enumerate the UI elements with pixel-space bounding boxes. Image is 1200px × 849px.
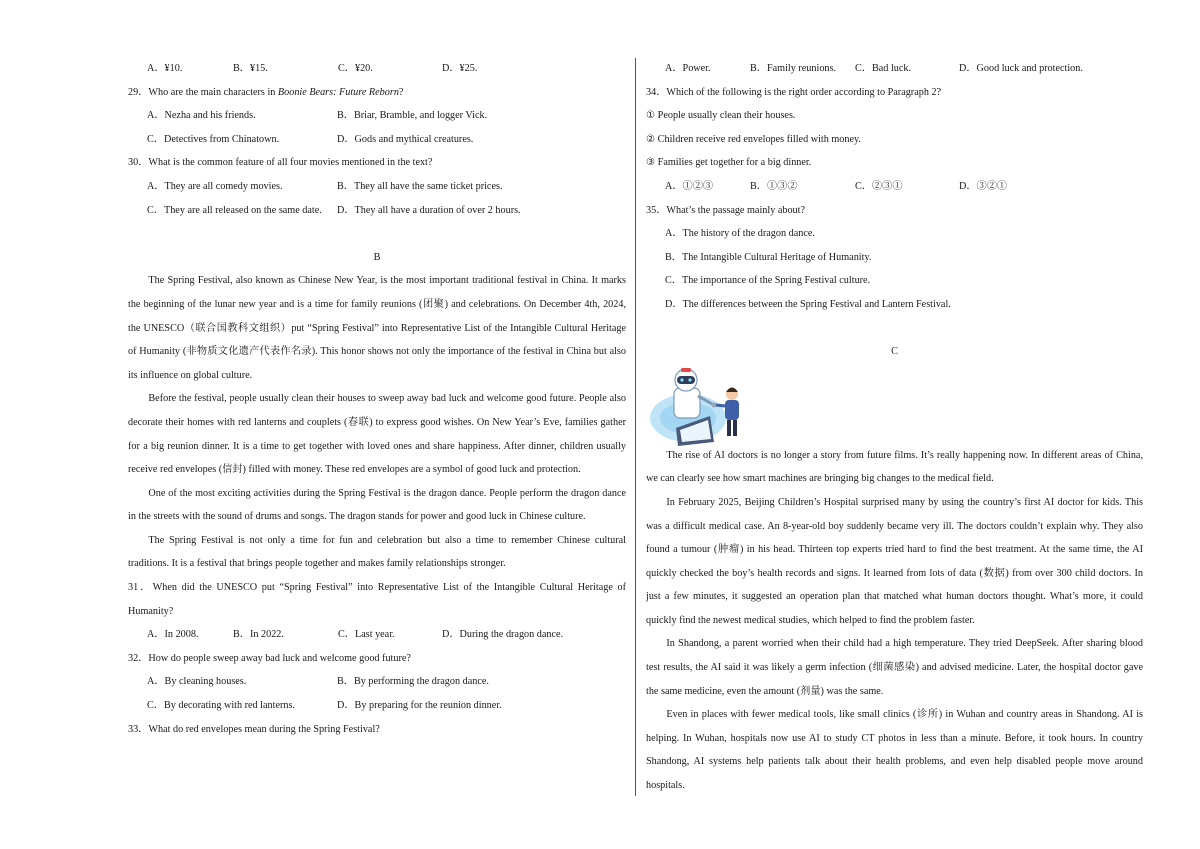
q35-option-a: A．The history of the dragon dance. [665,228,815,240]
q32-options-row2 [128,694,626,718]
movie-title: Boonie Bears: Future Reborn [277,86,399,98]
right-column [646,57,1143,798]
section-b-heading: B [373,251,381,263]
question-30: 30．What is the common feature of all four movies mentioned in the text? [128,157,433,169]
option-c: C．By decorating with red lanterns. [147,700,295,712]
option-b: B．They all have the same ticket prices. [337,180,503,192]
passage-b-paragraph-3: One of the most exciting activities during the Spring Festival is the dragon dance. People perform the dragon dance in the streets with the sound of drums and songs. The dragon stands for power and good luck in Chinese culture. [128,487,626,523]
option-a: A．In 2008. [147,629,199,641]
left-column [128,57,626,741]
option-c: C．Last year. [338,629,395,641]
option-d: D．Good luck and protection. [959,63,1083,74]
q28-options [128,57,626,81]
q34-options [646,175,1143,199]
option-a: A．Nezha and his friends. [147,110,256,122]
question-34: 34．Which of the following is the right order according to Paragraph 2? [646,86,942,98]
q34-item-1: ① People usually clean their houses. [646,110,796,122]
question-35: 35．What’s the passage mainly about? [646,204,805,216]
option-b: B．Family reunions. [750,63,837,74]
q29-options-row1 [128,104,626,128]
option-c: C．¥20. [338,63,373,74]
q35-option-c: C．The importance of the Spring Festival culture. [665,275,871,287]
q31-options [128,623,626,647]
q30-options-row1 [128,175,626,199]
passage-b-paragraph-2: Before the festival, people usually clean their houses to sweep away bad luck and welcome good future. People also decorate their homes with red lanterns and couplets (春联) to express good wishes. On New Year’s Eve, families gather for a big reunion dinner. It is a time to get together with loved ones and share happiness. After dinner, children usually receive red envelopes (信封) filled with money. These red envelopes are a symbol of good luck and protection. [128,393,626,476]
option-b: B．¥15. [233,63,268,74]
option-b: B．Briar, Bramble, and logger Vick. [337,110,488,122]
q34-item-3: ③ Families get together for a big dinner. [646,157,812,169]
option-c: C．Bad luck. [855,63,912,74]
q33-options [646,57,1143,81]
option-a: A．¥10. [147,63,183,74]
passage-c-paragraph-1: The rise of AI doctors is no longer a story from future films. It’s really happening now. In different areas of China, we can clearly see how smart machines are bringing big changes to the medical field. [646,449,1143,485]
option-b: B．In 2022. [233,629,284,641]
option-d: D．Gods and mythical creatures. [337,133,474,145]
section-c-heading: C [891,346,898,358]
q29-options-row2 [128,128,626,152]
option-a: A．By cleaning houses. [147,676,247,688]
option-c: C．They are all released on the same date. [147,204,322,216]
column-divider [635,58,636,796]
passage-b-paragraph-1: The Spring Festival, also known as Chinese New Year, is the most important traditional festival in China. It marks the beginning of the lunar new year and is a time for family reunions (团聚) and celebrations. On December 4th, 2024, the UNESCO（联合国教科文组织）put “Spring Festival” into Representative List of the Intangible Cultural Heritage of Humanity (非物质文化遗产代表作名录). This honor shows not only the importance of the festival in China but also its influence on global culture. [128,275,626,381]
robot-doctor-image [648,368,758,446]
option-d: D．By preparing for the reunion dinner. [337,700,502,712]
q34-item-2: ② Children receive red envelopes filled with money. [646,133,861,145]
option-d: D．They all have a duration of over 2 hours. [337,204,521,216]
question-33: 33．What do red envelopes mean during the Spring Festival? [128,723,380,735]
q30-options-row2 [128,199,626,223]
option-c: C．Detectives from Chinatown. [147,133,280,145]
option-d: D．③②① [959,180,1008,192]
option-a: A．Power. [665,63,711,74]
passage-c-paragraph-2: In February 2025, Beijing Children’s Hospital surprised many by using the country’s first AI doctor for kids. This was a difficult medical case. An 8-year-old boy suddenly became very ill. The doctors couldn’t explain why. They also found a tumour (肿瘤) in his head. Thirteen top experts tried hard to find the best treatment. At the same time, the AI quickly checked the boy’s health records and signs. It learned from lots of data (数据) from over 300 child doctors. In just a few minutes, it suggested an operation plan that matched what human doctors thought. What’s more, it could quickly find the newest medical studies, which helped to find the problem faster. [646,496,1143,626]
q32-options-row1 [128,670,626,694]
passage-c-paragraph-4: Even in places with fewer medical tools, like small clinics (诊所) in Wuhan and country areas in Shandong. AI is helping. In Wuhan, hospitals now use AI to study CT photos in less than a minute. Before, it took hours. In country Shandong, AI systems help patients talk about their health problems, and even help disabled people move around hospitals. [646,709,1143,792]
option-a: A．They are all comedy movies. [147,180,283,192]
question-32: 32．How do people sweep away bad luck and welcome good future? [128,652,411,664]
option-d: D．¥25. [442,63,478,74]
option-b: B．By performing the dragon dance. [337,676,489,688]
q35-option-d: D．The differences between the Spring Festival and Lantern Festival. [665,298,951,310]
question-29: 29．Who are the main characters in Boonie Bears: Future Reborn? [128,86,404,98]
passage-c-paragraph-3: In Shandong, a parent worried when their child had a high temperature. They tried DeepSeek. After sharing blood test results, the AI said it was likely a germ infection (细菌感染) and advised medicine. Later, the hospital doctor gave the same medicine, even the amount (剂量) was the same. [646,638,1143,697]
option-c: C．②③① [855,180,903,192]
ai-doctor-illustration [646,364,1143,444]
q35-option-b: B．The Intangible Cultural Heritage of Humanity. [665,251,872,263]
option-b: B．①③② [750,180,798,192]
passage-b-paragraph-4: The Spring Festival is not only a time for fun and celebration but also a time to remember Chinese cultural traditions. It is a festival that brings people together and makes family relationships stronger. [128,534,626,570]
question-31: 31．When did the UNESCO put “Spring Festival” into Representative List of the Intangible Cultural Heritage of Humanity? [128,582,626,617]
option-a: A．①②③ [665,180,714,192]
option-d: D．During the dragon dance. [442,629,564,641]
